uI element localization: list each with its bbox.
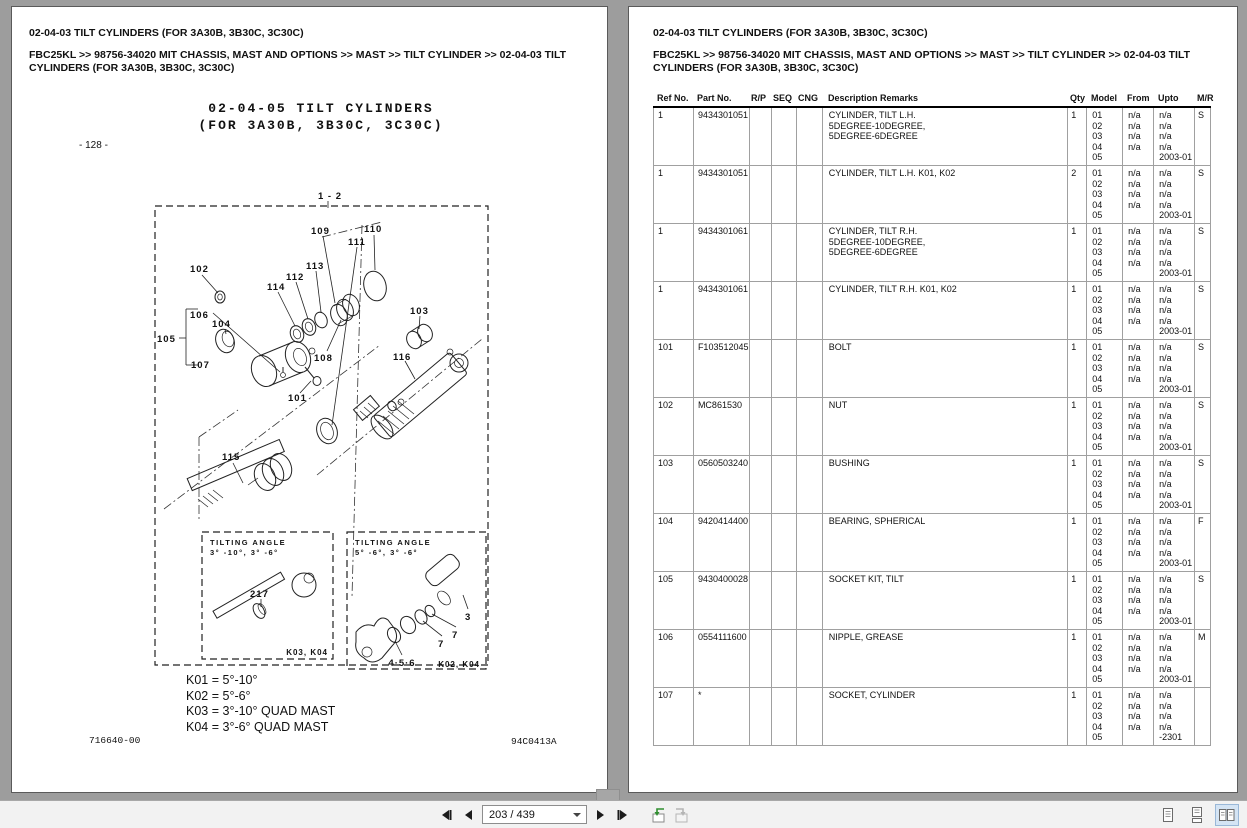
cell-upto: n/a n/a n/a n/a 2003-01	[1154, 572, 1195, 629]
cell-rp	[750, 630, 772, 687]
cell-description: BUSHING	[823, 456, 1069, 513]
part-label-116: 116	[393, 352, 412, 363]
cell-ref-no: 1	[654, 108, 694, 165]
cell-model: 01 02 03 04 05	[1087, 688, 1123, 745]
cell-rp	[750, 282, 772, 339]
cell-ref-no: 105	[654, 572, 694, 629]
cell-ref-no: 102	[654, 398, 694, 455]
part-label-111: 111	[348, 237, 366, 248]
cell-description: NIPPLE, GREASE	[823, 630, 1069, 687]
cell-part-no: 9434301051	[694, 166, 750, 223]
cell-model: 01 02 03 04 05	[1087, 398, 1123, 455]
page-navigation	[436, 801, 692, 828]
table-row	[654, 572, 1211, 630]
part-label-113: 113	[306, 261, 325, 272]
cell-from: n/a n/a n/a n/a	[1123, 224, 1154, 281]
cell-qty: 2	[1068, 166, 1087, 223]
cell-ref-no: 1	[654, 166, 694, 223]
section-title: 02-04-03 TILT CYLINDERS (FOR 3A30B, 3B30C, 3C30C)	[29, 27, 304, 39]
cell-qty: 1	[1068, 572, 1087, 629]
previous-view-button[interactable]	[648, 805, 668, 825]
cell-upto: n/a n/a n/a n/a -2301	[1154, 688, 1195, 745]
cell-seq	[772, 456, 797, 513]
cell-model: 01 02 03 04 05	[1087, 224, 1123, 281]
cell-cng	[797, 108, 823, 165]
part-label-103: 103	[410, 306, 429, 317]
cell-seq	[772, 514, 797, 571]
cell-description: CYLINDER, TILT R.H. 5DEGREE-10DEGREE, 5DEGREE-6DEGREE	[823, 224, 1069, 281]
cell-qty: 1	[1068, 514, 1087, 571]
cell-part-no: 9434301061	[694, 224, 750, 281]
cell-part-no: MC861530	[694, 398, 750, 455]
cell-model: 01 02 03 04 05	[1087, 340, 1123, 397]
cell-model: 01 02 03 04 05	[1087, 630, 1123, 687]
cell-mr	[1195, 688, 1211, 745]
column-header-mr: M/R	[1197, 93, 1214, 103]
table-row	[654, 340, 1211, 398]
cell-seq	[772, 398, 797, 455]
cell-cng	[797, 630, 823, 687]
cell-qty: 1	[1068, 224, 1087, 281]
cell-seq	[772, 166, 797, 223]
table-row	[654, 630, 1211, 688]
single-page-view-icon	[1160, 806, 1176, 824]
cell-mr: M	[1195, 630, 1211, 687]
inset-left-title: TILTING ANGLE	[210, 538, 287, 547]
cell-mr: S	[1195, 340, 1211, 397]
figure-title-line1: 02-04-05 TILT CYLINDERS	[208, 101, 434, 116]
page-number: - 128 -	[79, 140, 108, 151]
facing-page-view-icon	[1218, 806, 1236, 824]
cell-model: 01 02 03 04 05	[1087, 456, 1123, 513]
part-label-107: 107	[191, 360, 210, 371]
cell-ref-no: 106	[654, 630, 694, 687]
part-label-217: 217	[250, 589, 269, 600]
part-label-7-inner: 7	[438, 639, 445, 650]
part-label-105: 105	[157, 334, 176, 345]
cell-mr: S	[1195, 108, 1211, 165]
column-header-qty: Qty	[1070, 93, 1086, 103]
cell-rp	[750, 688, 772, 745]
cell-cng	[797, 224, 823, 281]
cell-upto: n/a n/a n/a n/a 2003-01	[1154, 630, 1195, 687]
previous-view-icon	[648, 806, 668, 824]
cell-description: BEARING, SPHERICAL	[823, 514, 1069, 571]
cell-cng	[797, 340, 823, 397]
cell-from: n/a n/a n/a n/a	[1123, 166, 1154, 223]
part-label-3: 3	[465, 612, 472, 623]
cell-rp	[750, 398, 772, 455]
cell-model: 01 02 03 04 05	[1087, 514, 1123, 571]
view-history-group	[648, 805, 692, 825]
cell-upto: n/a n/a n/a n/a 2003-01	[1154, 224, 1195, 281]
column-header-rp: R/P	[751, 93, 767, 103]
cell-ref-no: 1	[654, 224, 694, 281]
cell-from: n/a n/a n/a n/a	[1123, 340, 1154, 397]
chevron-down-icon	[573, 813, 581, 817]
part-label-109: 109	[311, 226, 330, 237]
figure-title-line2: (FOR 3A30B, 3B30C, 3C30C)	[198, 118, 444, 133]
cell-upto: n/a n/a n/a n/a 2003-01	[1154, 166, 1195, 223]
cell-rp	[750, 514, 772, 571]
inset-right-title: TILTING ANGLE	[355, 538, 432, 547]
cell-part-no: *	[694, 688, 750, 745]
figure-number: 94C0413A	[511, 736, 557, 747]
inset-left-subtitle: 3° -10°, 3° -6°	[210, 548, 279, 557]
cell-description: CYLINDER, TILT R.H. K01, K02	[823, 282, 1069, 339]
cell-description: CYLINDER, TILT L.H. 5DEGREE-10DEGREE, 5DEGREE-6DEGREE	[823, 108, 1069, 165]
previous-page-icon	[461, 807, 477, 823]
legend-line-k02: K02 = 5°-6°	[186, 688, 251, 703]
cell-rp	[750, 572, 772, 629]
cell-description: SOCKET, CYLINDER	[823, 688, 1069, 745]
cell-seq	[772, 340, 797, 397]
cell-seq	[772, 108, 797, 165]
cell-cng	[797, 456, 823, 513]
cell-mr: S	[1195, 282, 1211, 339]
table-row	[654, 398, 1211, 456]
legend-line-k04: K04 = 3°-6° QUAD MAST	[186, 719, 329, 734]
table-row	[654, 456, 1211, 514]
next-page-icon	[592, 807, 608, 823]
cell-qty: 1	[1068, 398, 1087, 455]
cell-qty: 1	[1068, 688, 1087, 745]
last-page-button[interactable]	[613, 805, 633, 825]
section-title: 02-04-03 TILT CYLINDERS (FOR 3A30B, 3B30C, 3C30C)	[653, 27, 928, 39]
cell-description: CYLINDER, TILT L.H. K01, K02	[823, 166, 1069, 223]
previous-page-button[interactable]	[459, 805, 479, 825]
cell-ref-no: 103	[654, 456, 694, 513]
cell-from: n/a n/a n/a n/a	[1123, 282, 1154, 339]
cell-from: n/a n/a n/a n/a	[1123, 514, 1154, 571]
first-page-button[interactable]	[436, 805, 456, 825]
parts-table-header	[653, 93, 1214, 108]
cell-cng	[797, 514, 823, 571]
table-row	[654, 514, 1211, 572]
cell-qty: 1	[1068, 108, 1087, 165]
cell-seq	[772, 224, 797, 281]
page-layout-controls	[1157, 801, 1239, 828]
legend-line-k03: K03 = 3°-10° QUAD MAST	[186, 704, 336, 718]
column-header-description: Description Remarks	[828, 93, 919, 103]
cell-cng	[797, 166, 823, 223]
cell-part-no: 9430400028	[694, 572, 750, 629]
group-label: 1 - 2	[317, 191, 343, 202]
table-row	[654, 166, 1211, 224]
inset-left-corner-label: K03, K04	[286, 648, 328, 657]
cell-from: n/a n/a n/a n/a	[1123, 630, 1154, 687]
cell-cng	[797, 572, 823, 629]
cell-upto: n/a n/a n/a n/a 2003-01	[1154, 340, 1195, 397]
parts-table-body	[653, 108, 1211, 746]
cell-from: n/a n/a n/a n/a	[1123, 688, 1154, 745]
cell-upto: n/a n/a n/a n/a 2003-01	[1154, 282, 1195, 339]
cell-rp	[750, 456, 772, 513]
continuous-view-button[interactable]	[1186, 804, 1208, 826]
cell-description: SOCKET KIT, TILT	[823, 572, 1069, 629]
part-label-114: 114	[267, 282, 286, 293]
column-header-part-no: Part No.	[697, 93, 732, 103]
cell-ref-no: 107	[654, 688, 694, 745]
cell-rp	[750, 340, 772, 397]
single-page-view-button[interactable]	[1157, 804, 1179, 826]
cell-upto: n/a n/a n/a n/a 2003-01	[1154, 514, 1195, 571]
cell-mr: F	[1195, 514, 1211, 571]
next-page-button[interactable]	[590, 805, 610, 825]
cell-upto: n/a n/a n/a n/a 2003-01	[1154, 398, 1195, 455]
table-row	[654, 224, 1211, 282]
cell-model: 01 02 03 04 05	[1087, 282, 1123, 339]
cell-part-no: 0560503240	[694, 456, 750, 513]
document-page-right	[628, 6, 1238, 793]
cell-ref-no: 101	[654, 340, 694, 397]
part-label-110: 110	[364, 224, 383, 235]
cell-seq	[772, 572, 797, 629]
cell-model: 01 02 03 04 05	[1087, 108, 1123, 165]
cell-qty: 1	[1068, 456, 1087, 513]
cell-description: NUT	[823, 398, 1069, 455]
cell-qty: 1	[1068, 340, 1087, 397]
cell-mr: S	[1195, 572, 1211, 629]
part-label-112: 112	[286, 272, 305, 283]
cell-part-no: F103512045	[694, 340, 750, 397]
cell-model: 01 02 03 04 05	[1087, 166, 1123, 223]
table-row	[654, 108, 1211, 166]
cell-from: n/a n/a n/a n/a	[1123, 398, 1154, 455]
cell-seq	[772, 282, 797, 339]
cell-cng	[797, 282, 823, 339]
cell-from: n/a n/a n/a n/a	[1123, 108, 1154, 165]
breadcrumb: FBC25KL >> 98756-34020 MIT CHASSIS, MAST AND OPTIONS >> MAST >> TILT CYLINDER >> 02-04-03 TILT CYLINDERS (FOR 3A30B, 3B30C, 3C30C)	[653, 49, 1191, 74]
legend-line-k01: K01 = 5°-10°	[186, 673, 258, 687]
drawing-number: 716640-00	[89, 735, 141, 746]
cell-upto: n/a n/a n/a n/a 2003-01	[1154, 456, 1195, 513]
part-label-102: 102	[190, 264, 209, 275]
cell-model: 01 02 03 04 05	[1087, 572, 1123, 629]
cell-qty: 1	[1068, 282, 1087, 339]
cell-cng	[797, 398, 823, 455]
part-label-101: 101	[288, 393, 307, 404]
cell-from: n/a n/a n/a n/a	[1123, 456, 1154, 513]
cell-rp	[750, 166, 772, 223]
column-header-seq: SEQ	[773, 93, 793, 103]
document-page-left	[11, 6, 608, 793]
status-bar	[0, 800, 1247, 828]
part-label-104: 104	[212, 319, 231, 330]
breadcrumb: FBC25KL >> 98756-34020 MIT CHASSIS, MAST AND OPTIONS >> MAST >> TILT CYLINDER >> 02-04-03 TILT CYLINDERS (FOR 3A30B, 3B30C, 3C30C)	[29, 49, 567, 74]
cell-description: BOLT	[823, 340, 1069, 397]
cell-part-no: 9420414400	[694, 514, 750, 571]
cell-cng	[797, 688, 823, 745]
cell-rp	[750, 108, 772, 165]
inset-right-subtitle: 5° -6°, 3° -6°	[355, 548, 419, 557]
cell-seq	[772, 630, 797, 687]
tilt-angle-legend	[186, 673, 335, 735]
part-label-108: 108	[314, 353, 333, 364]
next-view-icon	[672, 806, 692, 824]
cell-upto: n/a n/a n/a n/a 2003-01	[1154, 108, 1195, 165]
cell-rp	[750, 224, 772, 281]
parts-table	[653, 93, 1214, 746]
column-header-cng: CNG	[798, 93, 818, 103]
cell-mr: S	[1195, 166, 1211, 223]
first-page-icon	[438, 807, 454, 823]
cell-ref-no: 1	[654, 282, 694, 339]
column-header-upto: Upto	[1158, 93, 1179, 103]
column-header-from: From	[1127, 93, 1150, 103]
cell-mr: S	[1195, 398, 1211, 455]
last-page-icon	[615, 807, 631, 823]
next-view-button[interactable]	[672, 805, 692, 825]
cell-ref-no: 104	[654, 514, 694, 571]
column-header-ref-no: Ref No.	[657, 93, 689, 103]
cell-mr: S	[1195, 224, 1211, 281]
column-header-model: Model	[1091, 93, 1117, 103]
continuous-view-icon	[1189, 806, 1205, 824]
cell-from: n/a n/a n/a n/a	[1123, 572, 1154, 629]
part-label-7-outer: 7	[452, 630, 459, 641]
page-indicator-value: 203 / 439	[489, 808, 535, 821]
facing-page-view-button[interactable]	[1215, 804, 1239, 826]
cell-seq	[772, 688, 797, 745]
table-row	[654, 282, 1211, 340]
cell-mr: S	[1195, 456, 1211, 513]
part-label-106: 106	[190, 310, 209, 321]
part-label-456: 4·5·6	[388, 658, 416, 669]
cell-qty: 1	[1068, 630, 1087, 687]
inset-right-corner-label: K02, K04	[438, 660, 480, 669]
page-indicator-combobox[interactable]	[482, 805, 587, 824]
cell-part-no: 9434301051	[694, 108, 750, 165]
cell-part-no: 9434301061	[694, 282, 750, 339]
cell-part-no: 0554111600	[694, 630, 750, 687]
part-label-115: 115	[222, 452, 241, 463]
table-row	[654, 688, 1211, 746]
